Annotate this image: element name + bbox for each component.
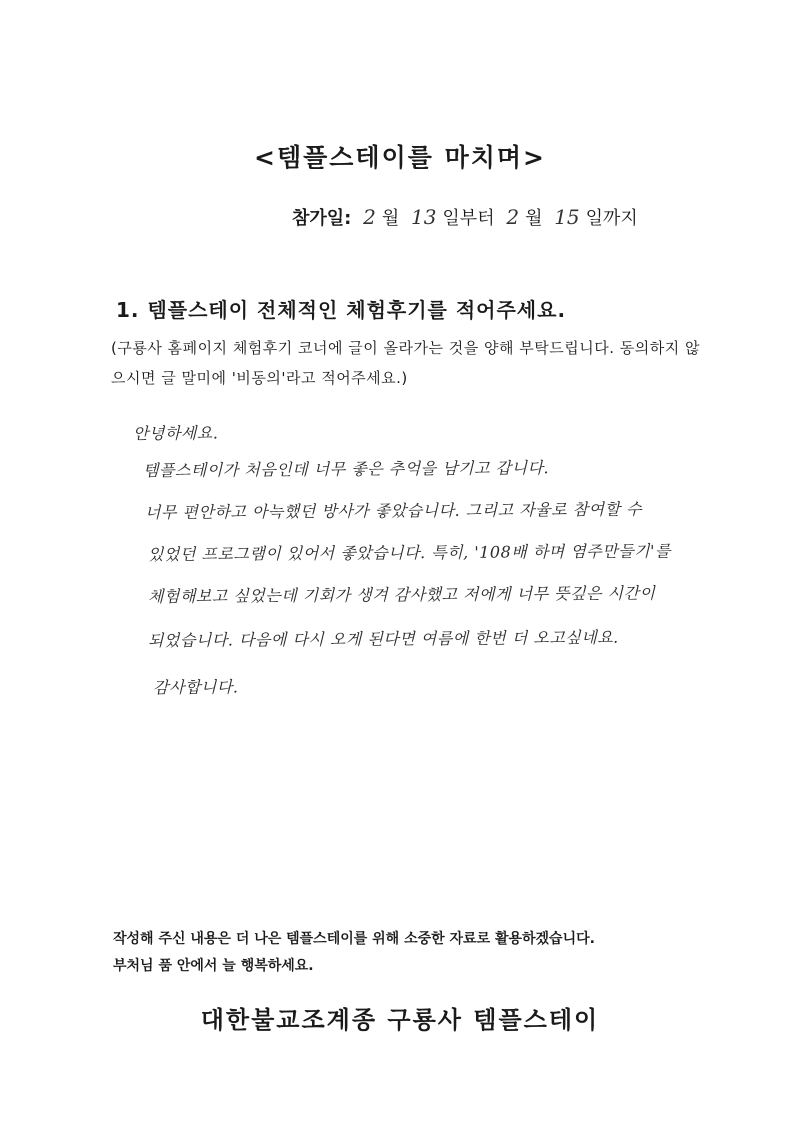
organization-name: 대한불교조계종 구룡사 템플스테이	[200, 1006, 600, 1034]
footer-blessing: 부처님 품 안에서 늘 행복하세요.	[113, 958, 314, 974]
handwritten-line: 되었습니다. 다음에 다시 오게 된다면 여름에 한번 더 오고싶네요.	[147, 627, 619, 650]
handwritten-line: 감사합니다.	[152, 677, 239, 697]
handwritten-line: 너무 편안하고 아늑했던 방사가 좋았습니다. 그리고 자율로 참여할 수	[144, 499, 643, 522]
day-unit-2: 일까지	[585, 208, 638, 229]
handwritten-line: 안녕하세요.	[132, 423, 219, 443]
handwritten-line: 체험해보고 싶었는데 기회가 생겨 감사했고 저에게 너무 뜻깊은 시간이	[147, 583, 656, 606]
start-month: 2	[363, 205, 376, 229]
end-day: 15	[554, 205, 580, 229]
consent-note: (구룡사 홈페이지 체험후기 코너에 글이 올라가는 것을 양해 부탁드립니다. 동의하지 않으시면 글 말미에 '비동의'라고 적어주세요.)	[111, 339, 700, 387]
start-day: 13	[410, 205, 437, 229]
end-month: 2	[506, 205, 520, 229]
participation-dates	[292, 204, 638, 230]
handwritten-line: 있었던 프로그램이 있어서 좋았습니다. 특히, '108배 하며 염주만들기'를	[147, 541, 671, 564]
day-unit-1: 일부터	[442, 208, 495, 229]
page-title: <템플스테이를 마치며>	[254, 143, 546, 172]
dates-label: 참가일:	[292, 208, 352, 229]
question-heading: 1. 템플스테이 전체적인 체험후기를 적어주세요.	[116, 298, 567, 322]
footer-note: 작성해 주신 내용은 더 나은 템플스테이를 위해 소중한 자료로 활용하겠습니다.	[113, 931, 595, 947]
month-unit-2: 월	[525, 208, 543, 229]
handwritten-line: 템플스테이가 처음인데 너무 좋은 추억을 남기고 갑니다.	[142, 458, 550, 480]
month-unit-1: 월	[381, 208, 400, 229]
